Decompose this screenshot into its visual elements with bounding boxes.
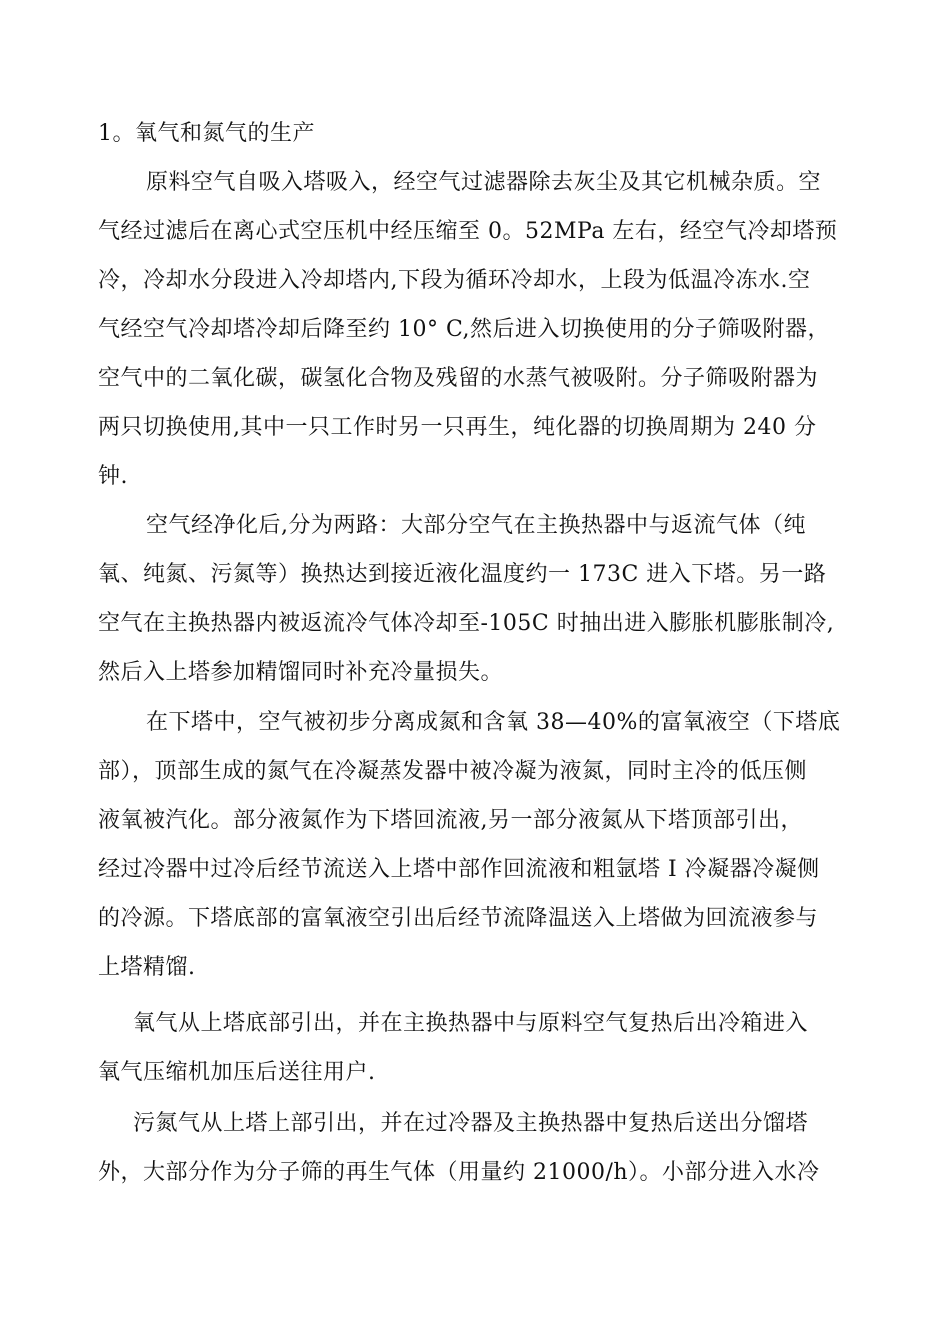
- text-line: 外，大部分作为分子筛的再生气体（用量约 21000/h）。小部分进入水冷: [98, 1160, 820, 1185]
- text-line: 污氮气从上塔上部引出，并在过冷器及主换热器中复热后送出分馏塔: [133, 1111, 809, 1136]
- text-line: 部），顶部生成的氮气在冷凝蒸发器中被冷凝为液氮，同时主冷的低压侧: [98, 759, 808, 784]
- text-line: 经过冷器中过冷后经节流送入上塔中部作回流液和粗氩塔 I 冷凝器冷凝侧: [98, 857, 820, 882]
- text-line: 空气中的二氧化碳，碳氢化合物及残留的水蒸气被吸附。分子筛吸附器为: [98, 366, 819, 391]
- text-line: 在下塔中，空气被初步分离成氮和含氧 38—40%的富氧液空（下塔底: [146, 710, 841, 735]
- text-line: 氧气压缩机加压后送往用户.: [98, 1060, 376, 1085]
- text-line: 两只切换使用,其中一只工作时另一只再生，纯化器的切换周期为 240 分: [98, 415, 817, 440]
- text-line: 的冷源。下塔底部的富氧液空引出后经节流降温送入上塔做为回流液参与: [98, 906, 819, 931]
- text-line: 液氧被汽化。部分液氮作为下塔回流液,另一部分液氮从下塔顶部引出，: [98, 808, 803, 833]
- text-line: 冷，冷却水分段进入冷却塔内,下段为循环冷却水，上段为低温冷冻水.空: [98, 268, 811, 293]
- text-line: 上塔精馏.: [98, 955, 196, 980]
- text-line: 然后入上塔参加精馏同时补充冷量损失。: [98, 660, 504, 685]
- text-line: 氧、纯氮、污氮等）换热达到接近液化温度约一 173C 进入下塔。另一路: [98, 562, 827, 587]
- text-line: 空气经净化后,分为两路：大部分空气在主换热器中与返流气体（纯: [146, 513, 806, 538]
- text-line: 原料空气自吸入塔吸入，经空气过滤器除去灰尘及其它机械杂质。空: [146, 170, 822, 195]
- text-line: 钟.: [98, 464, 128, 489]
- section-heading: 1。氧气和氮气的生产: [98, 121, 315, 146]
- text-line: 气经过滤后在离心式空压机中经压缩至 0。52MPa 左右，经空气冷却塔预: [98, 219, 838, 244]
- text-line: 氧气从上塔底部引出，并在主换热器中与原料空气复热后出冷箱进入: [133, 1011, 809, 1036]
- text-line: 气经空气冷却塔冷却后降至约 10° C,然后进入切换使用的分子筛吸附器，: [98, 317, 831, 342]
- text-line: 空气在主换热器内被返流冷气体冷却至-105C 时抽出进入膨胀机膨胀制冷,: [98, 611, 835, 636]
